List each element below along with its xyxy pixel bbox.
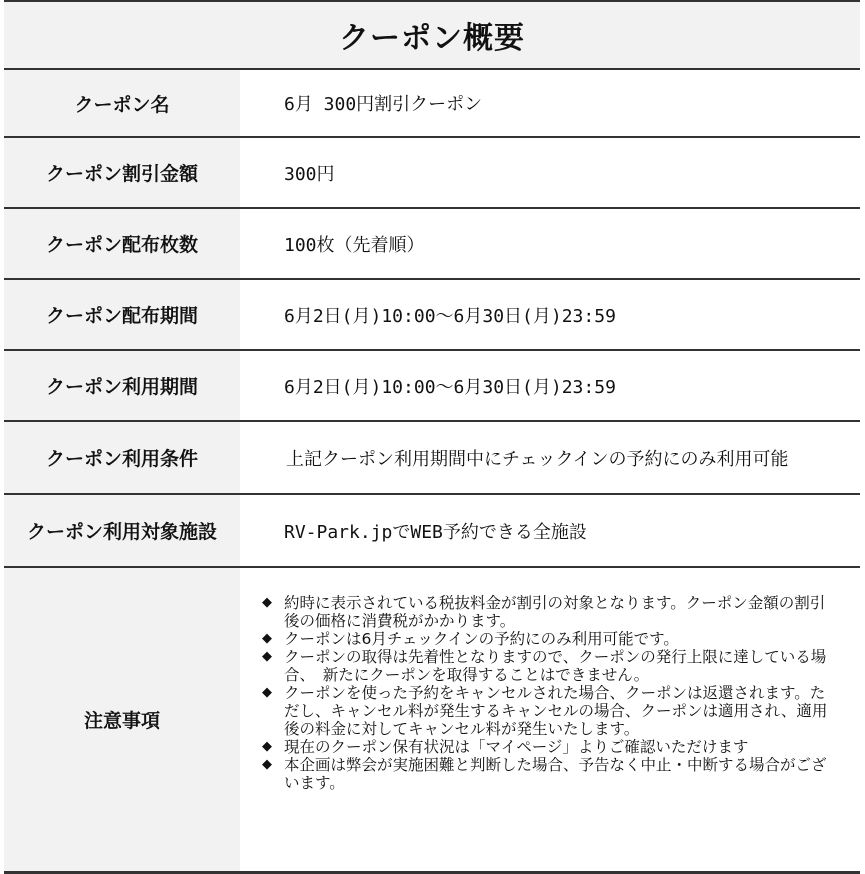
row-label: 注意事項 — [4, 568, 240, 871]
list-item — [262, 594, 830, 630]
row-usage-conditions — [4, 422, 860, 495]
row-value: RV-Park.jpでWEB予約できる全施設 — [284, 521, 587, 543]
list-item — [262, 756, 830, 792]
row-value: 上記クーポン利用期間中にチェックインの予約にのみ利用可能 — [286, 448, 789, 470]
row-label: クーポン配布期間 — [4, 280, 240, 349]
notes-list — [262, 594, 830, 792]
diamond-bullet-icon: ◆ — [262, 649, 272, 664]
diamond-bullet-icon: ◆ — [262, 685, 272, 700]
notes-content — [240, 568, 860, 871]
row-value: 100枚（先着順） — [284, 234, 425, 256]
list-item — [262, 648, 830, 684]
diamond-bullet-icon: ◆ — [262, 739, 272, 754]
diamond-bullet-icon: ◆ — [262, 595, 272, 610]
row-usage-period — [4, 351, 860, 422]
note-text: 本企画は弊会が実施困難と判断した場合、予告なく中止・中断する場合がございます。 — [284, 756, 827, 792]
list-item — [262, 630, 830, 648]
table-title: クーポン概要 — [4, 0, 860, 70]
note-text: 約時に表示されている税抜料金が割引の対象となります。クーポン金額の割引後の価格に消費税がかかります。 — [284, 594, 826, 630]
row-label: クーポン配布枚数 — [4, 209, 240, 278]
row-value: 6月 300円割引クーポン — [284, 94, 483, 115]
diamond-bullet-icon: ◆ — [262, 631, 272, 646]
note-text: 現在のクーポン保有状況は「マイページ」よりご確認いただけます — [284, 738, 749, 756]
row-value: 6月2日(月)10:00～6月30日(月)23:59 — [284, 376, 616, 398]
row-label: クーポン利用対象施設 — [4, 495, 240, 566]
row-coupon-name — [4, 70, 860, 138]
row-label: クーポン利用条件 — [4, 422, 240, 493]
row-label: クーポン割引金額 — [4, 138, 240, 207]
coupon-overview-table — [4, 0, 860, 874]
row-distribution-count — [4, 209, 860, 280]
note-text: クーポンを使った予約をキャンセルされた場合、クーポンは返還されます。ただし、キャンセル料が発生するキャンセルの場合、クーポンは適用され、適用後の料金に対してキャンセル料が発生いたします。 — [284, 684, 828, 738]
row-target-facilities — [4, 495, 860, 568]
list-item — [262, 684, 830, 738]
row-discount-amount — [4, 138, 860, 209]
row-label: クーポン名 — [4, 70, 240, 136]
row-value: 300円 — [284, 163, 335, 185]
list-item — [262, 738, 830, 756]
row-distribution-period — [4, 280, 860, 351]
row-label: クーポン利用期間 — [4, 351, 240, 420]
diamond-bullet-icon: ◆ — [262, 757, 272, 772]
note-text: クーポンの取得は先着性となりますので、クーポンの発行上限に達している場合、 新たにクーポンを取得することはできません。 — [284, 648, 827, 684]
note-text: クーポンは6月チェックインの予約にのみ利用可能です。 — [284, 630, 679, 648]
row-notes — [4, 568, 860, 874]
row-value: 6月2日(月)10:00～6月30日(月)23:59 — [284, 305, 616, 327]
